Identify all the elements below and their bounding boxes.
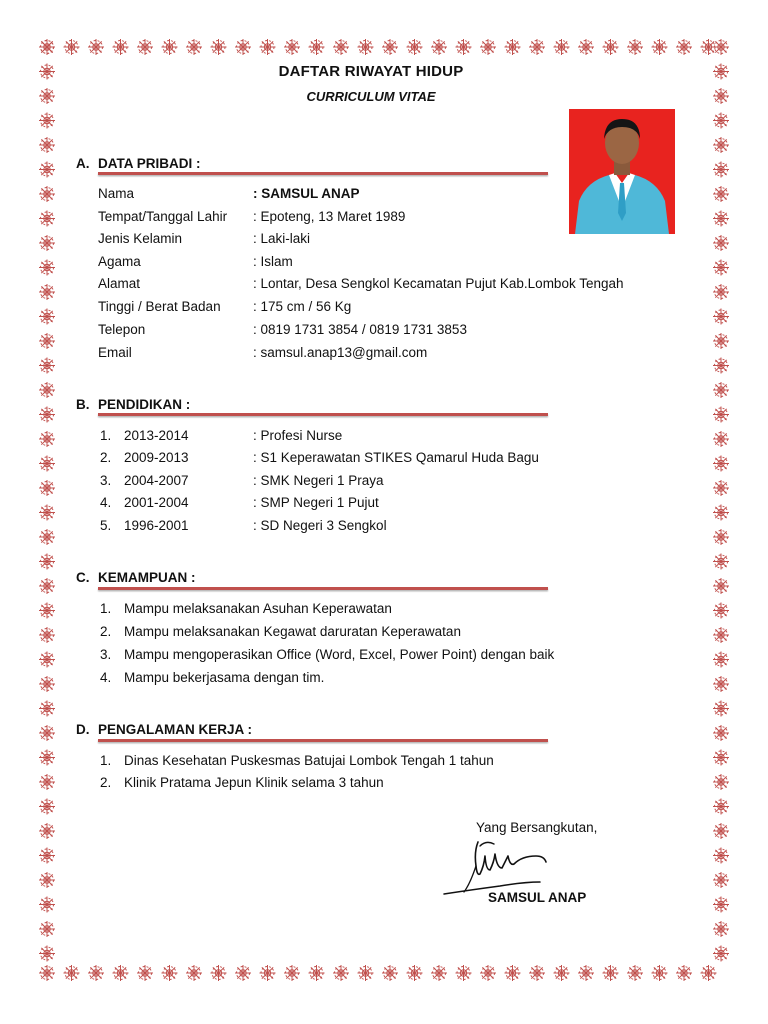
ornament-motif [39,897,55,913]
ornament-motif [309,39,325,55]
ornament-motif [554,39,570,55]
ornament-motif [358,965,374,981]
ornament-motif [713,823,729,839]
ornament-motif [713,652,729,668]
ornament-motif [39,456,55,472]
ornament-motif [39,505,55,521]
ornament-motif [505,965,521,981]
ornament-motif [713,407,729,423]
ornament-motif [39,774,55,790]
ornament-motif [64,39,80,55]
handwritten-signature [440,836,560,898]
ornament-border-right [710,36,732,984]
ornament-motif [627,965,643,981]
section-rule [98,739,548,742]
ornament-motif [39,946,55,962]
ornament-motif [407,39,423,55]
ornament-motif [676,965,692,981]
ornament-motif [284,965,300,981]
ornament-motif [39,431,55,447]
ornament-motif [407,965,423,981]
ornament-motif [431,965,447,981]
ornament-motif [505,39,521,55]
section-heading-education: B. PENDIDIKAN : [76,397,191,412]
profile-photo [569,109,675,234]
ornament-motif [211,39,227,55]
ornament-motif [39,554,55,570]
ornament-motif [713,603,729,619]
ornament-motif [713,946,729,962]
ornament-motif [431,39,447,55]
ornament-motif [39,358,55,374]
ornament-motif [713,137,729,153]
ornament-motif [713,382,729,398]
ornament-motif [713,358,729,374]
ornament-motif [358,39,374,55]
ornament-motif [309,965,325,981]
ornament-motif [382,39,398,55]
ornament-motif [382,965,398,981]
ornament-motif [713,456,729,472]
section-heading-skills: C. KEMAMPUAN : [76,570,196,585]
ornament-motif [652,39,668,55]
section-rule [98,413,548,416]
ornament-motif [713,186,729,202]
ornament-motif [113,39,129,55]
ornament-motif [713,333,729,349]
ornament-motif [603,965,619,981]
document-title: DAFTAR RIWAYAT HIDUP [278,63,464,80]
ornament-motif [39,676,55,692]
section-heading-experience: D. PENGALAMAN KERJA : [76,722,253,737]
ornament-motif [39,701,55,717]
ornament-motif [39,186,55,202]
ornament-motif [113,965,129,981]
ornament-motif [713,799,729,815]
ornament-motif [713,774,729,790]
ornament-motif [713,39,729,55]
ornament-motif [39,333,55,349]
ornament-motif [235,39,251,55]
ornament-motif [39,211,55,227]
ornament-motif [88,39,104,55]
cv-page: DAFTAR RIWAYAT HIDUP CURRICULUM VITAE A. DATA PRIBADI : Nama : SAMSUL ANAP Tempat/Tanggal Lahir : Epoteng, 13 Maret 1989 Jenis Kelamin : Laki-laki Agama : Islam Alamat : Lontar, Desa Sengkol Kecamatan Pujut Kab.Lombok Tengah Tinggi / Berat Badan : 175 cm / 56 Kg Telepon : 0819 1731 3854 / 0819 1731 3853 Email : samsul.anap13@gmail.com B. PENDIDIKAN : 1. 2013-2014 : Profesi Nurse 2. 2009-2013 : S1 Keperawatan STIKES Qamarul Huda Bagu 3. 2004-2007 : SMK Negeri 1 Praya 4. 2001-2004 : SMP Negeri 1 Pujut 5. 1996-2001 : SD Negeri 3 Sengkol C. KEMAMPUAN : 1. Mampu melaksanakan Asuhan Keperawatan 2. Mampu melaksanakan Kegawat daruratan Keperawatan 3. Mampu mengoperasikan Office (Word, Excel, Power Point) dengan baik 4. Mampu bekerjasama dengan tim. D. PENGALAMAN KERJA : 1. Dinas Kesehatan Puskesmas Batujai Lombok Tengah 1 tahun 2. Klinik Pratama Jepun Klinik selama 3 tahun Yang Bersangkutan, SAMSUL ANAP [0,0,768,1024]
ornament-motif [554,965,570,981]
ornament-motif [713,701,729,717]
ornament-motif [39,235,55,251]
ornament-motif [713,480,729,496]
ornament-motif [713,872,729,888]
ornament-motif [713,848,729,864]
ornament-motif [39,848,55,864]
section-heading-personal: A. DATA PRIBADI : [76,156,201,171]
ornament-motif [39,823,55,839]
ornament-motif [39,137,55,153]
ornament-motif [713,554,729,570]
ornament-motif [260,965,276,981]
signatory-name: SAMSUL ANAP [488,890,587,905]
ornament-motif [713,211,729,227]
ornament-motif [713,260,729,276]
ornament-motif [284,39,300,55]
ornament-motif [39,260,55,276]
ornament-motif [260,39,276,55]
ornament-motif [39,750,55,766]
ornament-motif [529,39,545,55]
ornament-motif [652,965,668,981]
ornament-motif [64,965,80,981]
ornament-motif [603,39,619,55]
ornament-motif [39,627,55,643]
ornament-motif [39,603,55,619]
ornament-motif [39,872,55,888]
ornament-motif [39,407,55,423]
ornament-motif [39,921,55,937]
ornament-motif [333,965,349,981]
ornament-motif [88,965,104,981]
ornament-motif [39,309,55,325]
ornament-motif [456,965,472,981]
ornament-border-left [36,36,58,984]
ornament-motif [713,431,729,447]
ornament-motif [39,480,55,496]
ornament-motif [713,162,729,178]
ornament-motif [713,578,729,594]
ornament-motif [137,39,153,55]
ornament-motif [676,39,692,55]
ornament-motif [713,529,729,545]
ornament-motif [578,39,594,55]
ornament-border-top [36,36,732,58]
ornament-motif [162,39,178,55]
signature-caption: Yang Bersangkutan, [476,820,598,835]
ornament-motif [713,309,729,325]
ornament-motif [39,799,55,815]
ornament-motif [186,965,202,981]
ornament-motif [456,39,472,55]
section-rule [98,587,548,590]
ornament-motif [480,39,496,55]
ornament-motif [39,529,55,545]
ornament-motif [713,676,729,692]
ornament-motif [713,235,729,251]
section-rule [98,172,548,175]
ornament-motif [529,965,545,981]
ornament-motif [713,113,729,129]
ornament-motif [186,39,202,55]
ornament-motif [137,965,153,981]
ornament-motif [578,965,594,981]
ornament-motif [333,39,349,55]
ornament-motif [162,965,178,981]
ornament-motif [627,39,643,55]
ornament-motif [235,965,251,981]
ornament-motif [39,578,55,594]
ornament-motif [713,921,729,937]
document-subtitle: CURRICULUM VITAE [306,89,436,104]
ornament-motif [713,897,729,913]
ornament-motif [39,725,55,741]
ornament-motif [713,505,729,521]
ornament-motif [713,284,729,300]
ornament-motif [713,750,729,766]
ornament-motif [211,965,227,981]
ornament-motif [39,113,55,129]
ornament-motif [39,652,55,668]
ornament-border-bottom [36,962,732,984]
ornament-motif [39,382,55,398]
ornament-motif [39,284,55,300]
ornament-motif [713,725,729,741]
ornament-motif [39,39,55,55]
ornament-motif [480,965,496,981]
ornament-motif [39,162,55,178]
ornament-motif [713,627,729,643]
